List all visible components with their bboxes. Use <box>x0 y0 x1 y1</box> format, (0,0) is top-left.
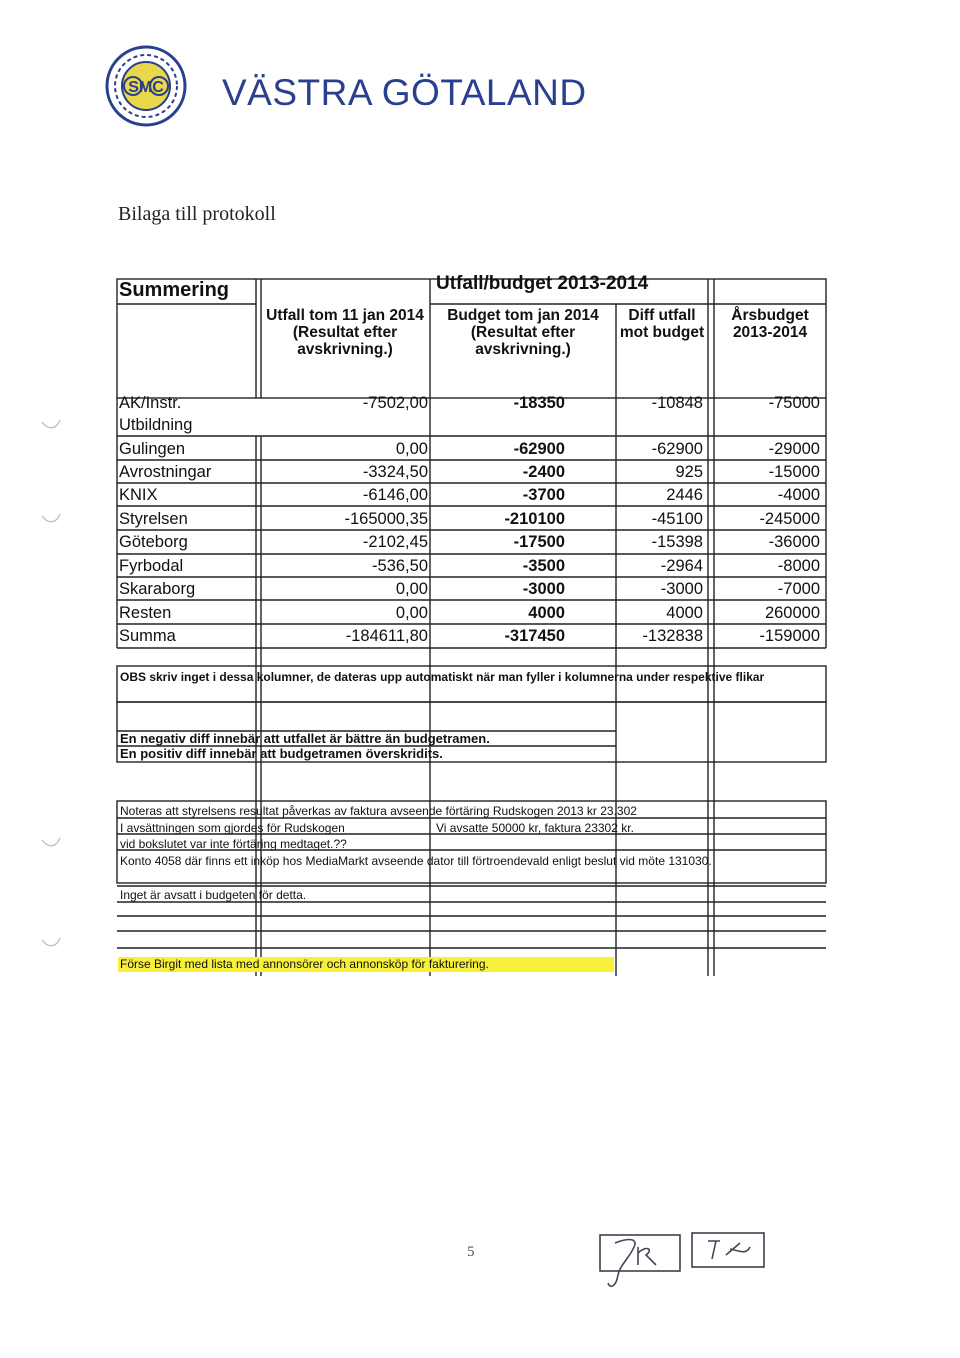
brand-title: VÄSTRA GÖTALAND <box>222 72 587 113</box>
cell-utfall: -165000,35 <box>344 510 428 528</box>
page-subtitle: Bilaga till protokoll <box>118 203 276 225</box>
cell-diff: 2446 <box>666 486 703 504</box>
sheet-title: Summering <box>119 279 230 301</box>
cell-arsbudget: -4000 <box>777 486 820 504</box>
positive-diff-note: En positiv diff innebär att budgetramen överskridits. <box>120 746 443 761</box>
scan-mark <box>40 512 62 526</box>
handwritten-initials <box>590 1225 780 1295</box>
bokslut-note: vid bokslutet var inte förtäring medtaget.?? <box>120 837 347 851</box>
row-label: Resten <box>119 604 172 622</box>
cell-utfall: -3324,50 <box>362 463 428 481</box>
forse-birgit-note: Förse Birgit med lista med annonsörer och annonsköp för fakturering. <box>120 957 489 971</box>
cell-arsbudget: -159000 <box>759 627 820 645</box>
cell-arsbudget: -245000 <box>759 510 820 528</box>
group-title: Utfall/budget 2013-2014 <box>436 273 649 294</box>
cell-budget: -18350 <box>513 394 565 412</box>
logo-text: SMC <box>128 79 164 96</box>
konto-note: Konto 4058 där finns ett inköp hos MediaMarkt avseende dator till förtroendevald enligt beslut vid möte 131030. <box>120 854 712 868</box>
cell-budget: 4000 <box>528 604 565 622</box>
cell-utfall: -2102,45 <box>362 533 428 551</box>
row-label: Gulingen <box>119 440 186 458</box>
row-label-continued: Utbildning <box>119 416 193 434</box>
cell-utfall: -536,50 <box>372 557 428 575</box>
row-label: Göteborg <box>119 533 188 551</box>
negative-diff-note: En negativ diff innebär att utfallet är bättre än budgetramen. <box>120 731 490 746</box>
cell-utfall: -184611,80 <box>345 627 428 645</box>
row-label: Skaraborg <box>119 580 196 598</box>
cell-budget: -3700 <box>522 486 565 504</box>
row-label: Styrelsen <box>119 510 188 528</box>
obs-note: OBS skriv inget i dessa kolumner, de dateras upp automatiskt när man fyller i kolumnerna under respektive flikar <box>120 670 765 684</box>
cell-budget: -3000 <box>522 580 565 598</box>
cell-diff: -2964 <box>660 557 703 575</box>
cell-arsbudget: -8000 <box>777 557 820 575</box>
col-header-diff: Diff utfall mot budget <box>619 307 705 341</box>
cell-utfall: 0,00 <box>395 440 428 458</box>
row-label: AK/Instr. <box>119 394 182 412</box>
cell-budget: -17500 <box>513 533 565 551</box>
cell-diff: -45100 <box>651 510 703 528</box>
col-header-arsbudget: Årsbudget 2013-2014 <box>731 307 809 341</box>
cell-utfall: -7502,00 <box>362 394 428 412</box>
scan-mark <box>40 836 62 850</box>
smc-logo <box>105 45 187 127</box>
noteras-note: Noteras att styrelsens resultat påverkas av faktura avseende förtäring Rudskogen 2013 kr 23.302 <box>120 804 637 818</box>
cell-budget: -3500 <box>522 557 565 575</box>
cell-diff: 925 <box>675 463 703 481</box>
cell-arsbudget: -7000 <box>777 580 820 598</box>
row-label: Summa <box>119 627 176 645</box>
cell-diff: -3000 <box>660 580 703 598</box>
col-header-budget: Budget tom jan 2014 (Resultat efter avskrivning.) <box>447 307 599 358</box>
cell-diff: -15398 <box>651 533 703 551</box>
col-header-utfall: Utfall tom 11 jan 2014 (Resultat efter avskrivning.) <box>266 307 424 358</box>
cell-budget: -62900 <box>513 440 565 458</box>
page-number: 5 <box>467 1244 475 1260</box>
scan-mark <box>40 936 62 950</box>
cell-budget: -210100 <box>504 510 565 528</box>
cell-budget: -317450 <box>504 627 565 645</box>
cell-utfall: 0,00 <box>395 580 428 598</box>
cell-budget: -2400 <box>522 463 565 481</box>
row-label: KNIX <box>119 486 158 504</box>
avsattning-note: I avsättningen som gjordes för Rudskogen <box>120 821 345 835</box>
cell-arsbudget: -75000 <box>768 394 820 412</box>
summary-sheet <box>116 273 828 976</box>
row-label: Avrostningar <box>119 463 212 481</box>
sheet-grid <box>116 276 828 976</box>
cell-utfall: 0,00 <box>395 604 428 622</box>
scan-mark <box>40 418 62 432</box>
avsatte-note: Vi avsatte 50000 kr, faktura 23302 kr. <box>436 821 634 835</box>
cell-arsbudget: -36000 <box>768 533 820 551</box>
cell-arsbudget: -15000 <box>768 463 820 481</box>
cell-arsbudget: 260000 <box>764 604 820 622</box>
cell-diff: -132838 <box>642 627 703 645</box>
inget-avsatt-note: Inget är avsatt i budgeten för detta. <box>120 888 307 902</box>
cell-diff: 4000 <box>666 604 703 622</box>
cell-utfall: -6146,00 <box>362 486 428 504</box>
cell-diff: -10848 <box>651 394 703 412</box>
cell-diff: -62900 <box>651 440 703 458</box>
row-label: Fyrbodal <box>119 557 184 575</box>
cell-arsbudget: -29000 <box>768 440 820 458</box>
